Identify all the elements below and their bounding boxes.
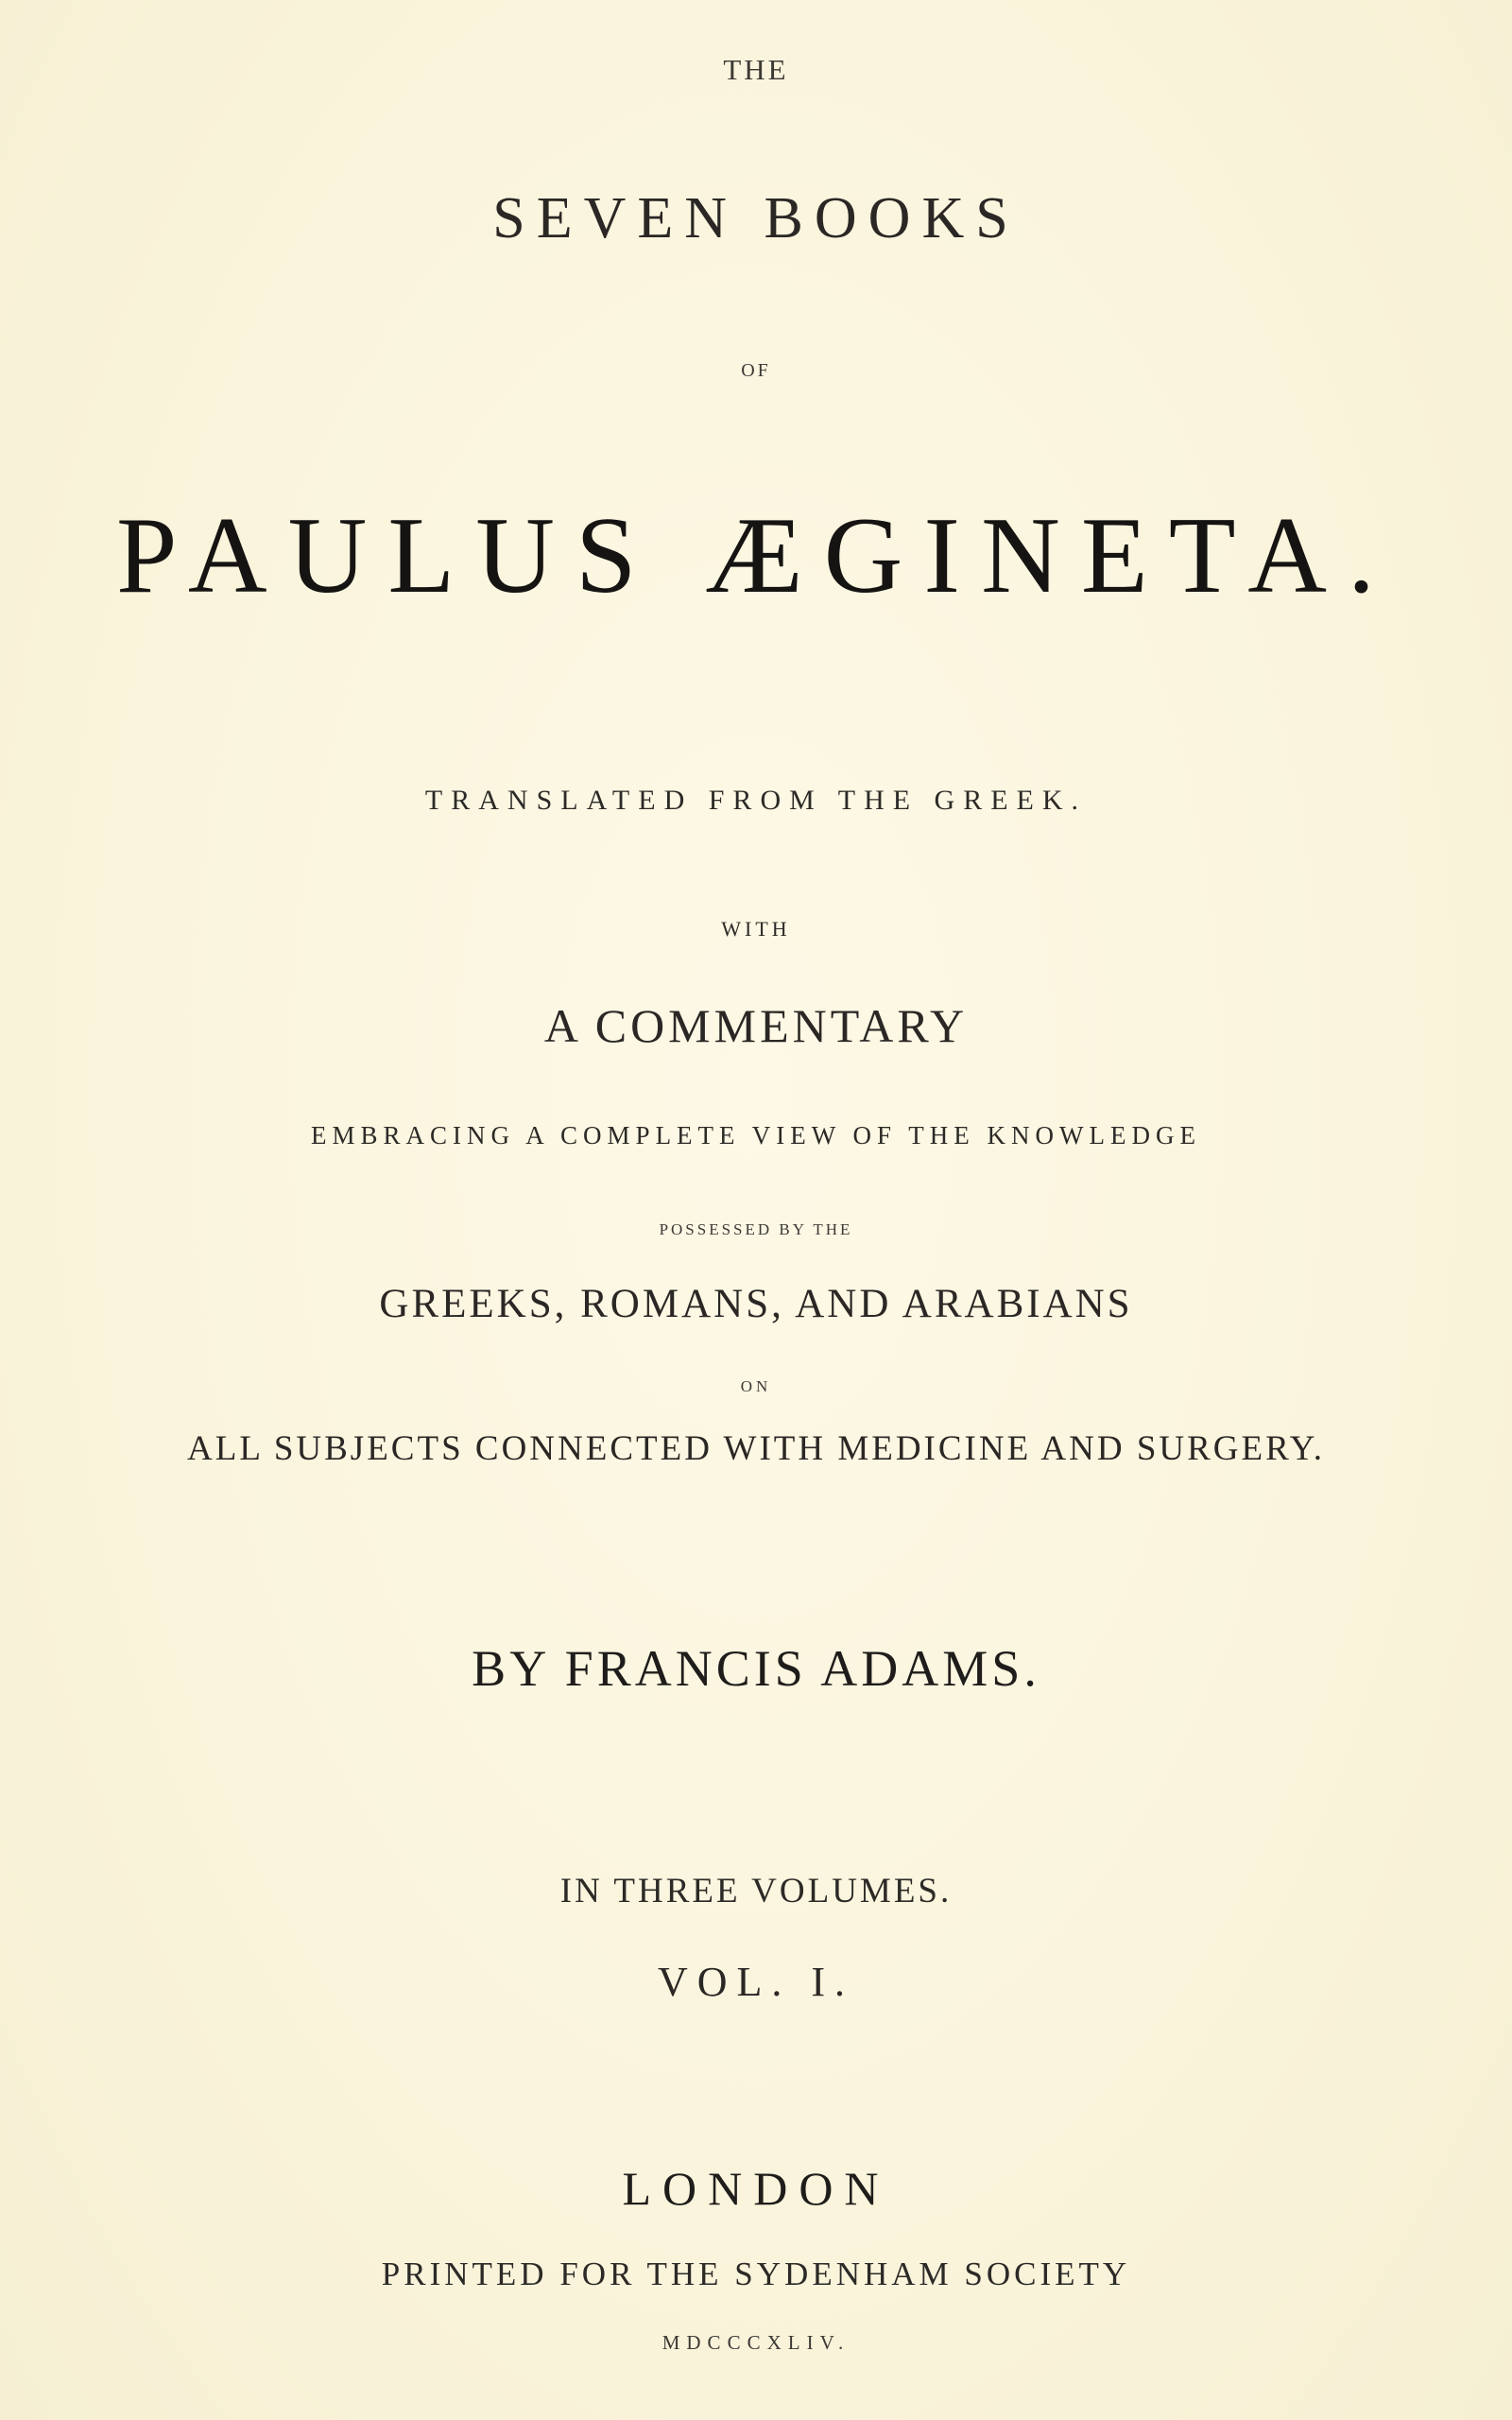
commentary-heading: A COMMENTARY (543, 999, 969, 1052)
imprint-printer: PRINTED FOR THE SYDENHAM SOCIETY (381, 2256, 1131, 2292)
embracing-line: EMBRACING A COMPLETE VIEW OF THE KNOWLEDGE (311, 1121, 1201, 1150)
possessed-line: POSSESSED BY THE (659, 1220, 853, 1238)
volume-number: VOL. I. (657, 1959, 855, 2005)
book-title: SEVEN BOOKS (492, 186, 1020, 251)
volumes-line: IN THREE VOLUMES. (559, 1872, 953, 1910)
peoples-line: GREEKS, ROMANS, AND ARABIANS (379, 1282, 1133, 1326)
with-word: WITH (721, 917, 791, 941)
author-name: PAULUS ÆGINETA. (115, 495, 1397, 616)
translator-line: BY FRANCIS ADAMS. (472, 1640, 1040, 1697)
imprint-place: LONDON (622, 2162, 890, 2215)
the-word: THE (723, 53, 789, 86)
subjects-line: ALL SUBJECTS CONNECTED WITH MEDICINE AND SURGERY. (187, 1429, 1325, 1468)
imprint-year: MDCCCXLIV. (662, 2331, 850, 2354)
translated-line: TRANSLATED FROM THE GREEK. (424, 785, 1088, 816)
on-word: ON (740, 1377, 772, 1395)
of-word: OF (741, 360, 771, 381)
